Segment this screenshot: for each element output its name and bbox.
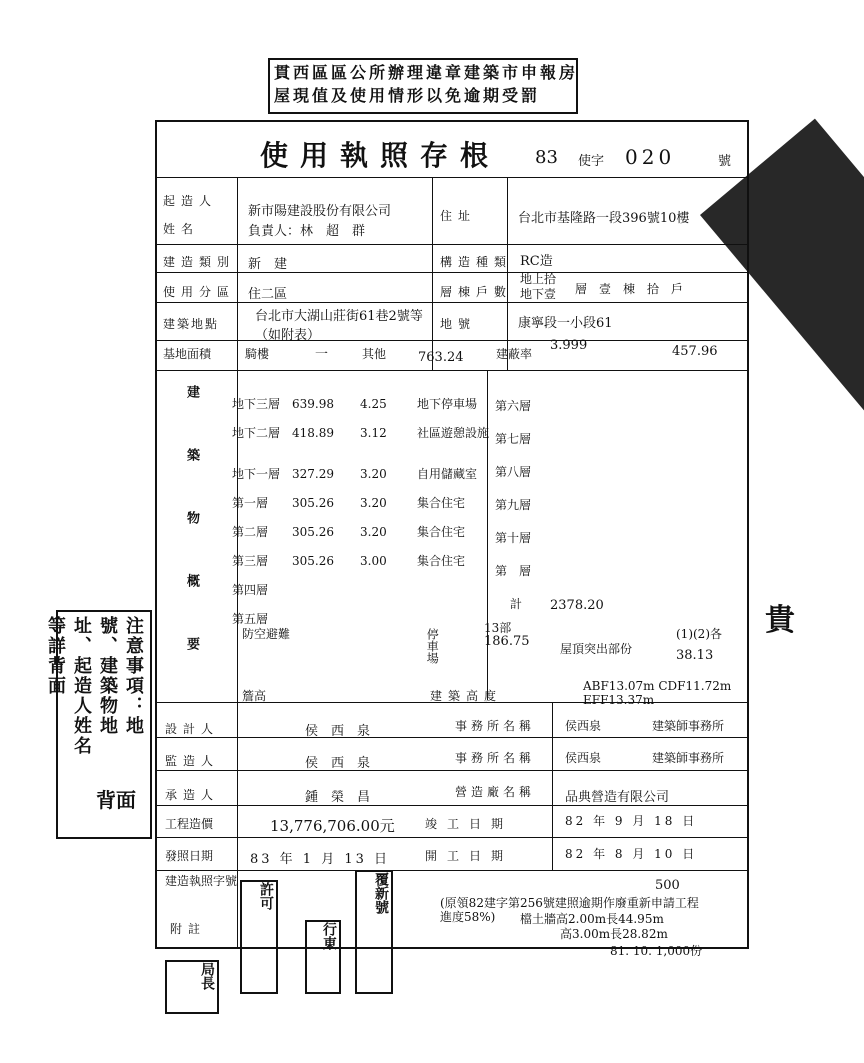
- floor-name: 地下三層: [232, 397, 281, 411]
- label-firm-2: 事務所名稱: [455, 751, 536, 765]
- coverage-value: 3.999: [550, 338, 588, 353]
- zoning: 住二區: [248, 287, 288, 302]
- start-date: 82 年 8 月 10 日: [565, 847, 698, 861]
- side-note-box: [45, 610, 152, 839]
- site-address: 台北市大湖山莊街61巷2號等（如附表）: [255, 309, 423, 343]
- floor-name: 第二層: [232, 525, 269, 539]
- label-arcade: 騎樓: [245, 347, 270, 361]
- floor-area: 305.26: [292, 496, 334, 510]
- label-floors: 層棟戶數: [440, 285, 513, 299]
- remark-line-1: (原領82建字第256號建照逾期作廢重新申請工程: [440, 896, 699, 910]
- right-floor-label: 第六層: [495, 399, 532, 413]
- label-remarks: 附註: [170, 922, 207, 936]
- supervisor-name: 侯 西 泉: [305, 756, 371, 771]
- floor-use: 集合住宅: [417, 554, 466, 568]
- remark-line-4: 高3.00m長28.82m: [560, 927, 668, 941]
- label-coverage: 建蔽率: [496, 347, 533, 361]
- label-designer: 設計人: [165, 722, 220, 736]
- permit-year: 83: [535, 147, 558, 168]
- parking-area: 186.75: [484, 634, 530, 649]
- floor-name: 地下二層: [232, 426, 281, 440]
- builder-address: 台北市基隆路一段396號10樓: [518, 211, 690, 226]
- approval-seal-1: 許可: [240, 880, 278, 994]
- floors-down: 地下壹: [520, 287, 557, 301]
- right-floor-label: 第九層: [495, 498, 532, 512]
- floor-use: 集合住宅: [417, 525, 466, 539]
- structure-type: RC造: [520, 254, 553, 269]
- floor-area: 418.89: [292, 426, 334, 440]
- label-firm-1: 事務所名稱: [455, 719, 536, 733]
- label-area: 基地面積: [163, 347, 212, 361]
- floor-use: 社區遊憩設施: [417, 426, 490, 440]
- height-values-2: EFF13.37m: [583, 693, 655, 707]
- label-name: 姓名: [163, 222, 200, 236]
- floor-use: 集合住宅: [417, 496, 466, 510]
- designer-name: 侯 西 泉: [305, 724, 371, 739]
- label-site: 建築地點: [163, 317, 220, 331]
- label-completion: 竣工日期: [425, 817, 514, 831]
- remark-line-3: 檔土牆高2.00m長44.95m: [520, 912, 664, 926]
- label-structure: 構造種類: [440, 255, 513, 269]
- builder-rep: 負責人：林 超 群: [248, 224, 366, 239]
- right-floor-label: 第八層: [495, 465, 532, 479]
- total-area: 2378.20: [550, 598, 604, 613]
- side-note: 注意事項：地號、建築物地址、起造人姓名等詳背面: [45, 616, 144, 756]
- builder-name: 新市陽建設股份有限公司: [248, 204, 392, 219]
- cost-value: 13,776,706.00元: [270, 817, 395, 835]
- label-zoning: 使用分區: [163, 285, 236, 299]
- floor-h: 3.20: [360, 496, 387, 510]
- label-total: 計: [510, 597, 523, 611]
- label-shelter: 防空避難: [242, 627, 291, 641]
- floor-area: 305.26: [292, 554, 334, 568]
- floor-h: 3.20: [360, 525, 387, 539]
- permit-number: 020: [625, 145, 676, 169]
- completion-date: 82 年 9 月 18 日: [565, 814, 698, 828]
- floor-h: 3.20: [360, 467, 387, 481]
- office-seal: 局長: [165, 960, 219, 1014]
- firm-1-name: 侯西泉: [565, 719, 602, 733]
- label-build-type: 建造類別: [163, 255, 236, 269]
- floor-area: 639.98: [292, 397, 334, 411]
- label-building-summary: 建築物概要: [184, 385, 199, 700]
- floors-up: 地上拾: [520, 272, 557, 286]
- stamp-line1: 貫西區區公所辦理違章建築市申報房: [274, 63, 579, 82]
- approval-seal-3: 覆新號: [355, 870, 393, 994]
- right-floor-label: 第十層: [495, 531, 532, 545]
- build-type: 新 建: [248, 257, 288, 272]
- label-builder: 起造人: [163, 194, 218, 208]
- permit-prefix: 使字: [578, 154, 605, 169]
- arcade-area: 一: [315, 347, 329, 362]
- floor-h: 3.00: [360, 554, 387, 568]
- floor-use: 自用儲藏室: [417, 467, 478, 481]
- other-area: 763.24: [418, 350, 464, 365]
- label-parcel: 地號: [440, 317, 477, 331]
- build-permit-no: 500: [655, 878, 680, 893]
- base-area: 457.96: [672, 344, 718, 359]
- side-stamp-char: 貴: [765, 603, 795, 638]
- label-contractor: 承造人: [165, 788, 220, 802]
- issue-date: 83 年 1 月 13 日: [250, 852, 391, 867]
- contractor-name: 鍾 榮 昌: [305, 790, 371, 805]
- floor-name: 第四層: [232, 583, 269, 597]
- floors-detail: 層 壹 棟 拾 戶: [575, 282, 684, 296]
- roof-count: (1)(2)各: [676, 627, 722, 641]
- right-floor-label: 第 層: [495, 564, 532, 578]
- floor-h: 4.25: [360, 397, 387, 411]
- floor-use: 地下停車場: [417, 397, 478, 411]
- firm-2-name: 侯西泉: [565, 751, 602, 765]
- floor-area: 305.26: [292, 525, 334, 539]
- label-other: 其他: [362, 347, 387, 361]
- label-roof: 屋頂突出部份: [560, 642, 633, 656]
- roof-area: 38.13: [676, 648, 714, 663]
- parcel-no: 康寧段一小段61: [518, 316, 613, 331]
- floor-name: 第三層: [232, 554, 269, 568]
- label-height: 建築高度: [430, 689, 503, 703]
- header-stamp: [268, 58, 578, 114]
- label-issue-date: 發照日期: [165, 849, 214, 863]
- height-values-1: ABF13.07m CDF11.72m: [583, 679, 732, 693]
- label-eaves: 簷高: [242, 689, 267, 703]
- firm-1-suffix: 建築師事務所: [652, 719, 725, 733]
- label-cost: 工程造價: [165, 817, 214, 831]
- form-footer: 81. 10. 1,000份: [610, 944, 703, 958]
- stamp-line2: 屋現值及使用情形以免逾期受罰: [274, 86, 541, 105]
- company-name: 品典營造有限公司: [565, 790, 670, 805]
- label-company: 營造廠名稱: [455, 785, 536, 799]
- label-start: 開工日期: [425, 849, 514, 863]
- firm-2-suffix: 建築師事務所: [652, 751, 725, 765]
- parking-count: 13部: [484, 621, 512, 635]
- label-supervisor: 監造人: [165, 754, 220, 768]
- label-parking: 停車場: [425, 628, 440, 664]
- label-address: 住址: [440, 209, 477, 223]
- label-build-permit: 建造執照字號: [165, 874, 238, 888]
- approval-seal-2: 行東: [305, 920, 341, 994]
- remark-line-2: 進度58%): [440, 910, 496, 924]
- floor-area: 327.29: [292, 467, 334, 481]
- floor-h: 3.12: [360, 426, 387, 440]
- floor-name: 地下一層: [232, 467, 281, 481]
- form-title: 使用執照存根: [260, 139, 501, 172]
- permit-suffix: 號: [718, 154, 732, 169]
- floor-name: 第五層: [232, 612, 269, 626]
- side-back-label: 背面: [96, 788, 136, 812]
- right-floor-label: 第七層: [495, 432, 532, 446]
- floor-name: 第一層: [232, 496, 269, 510]
